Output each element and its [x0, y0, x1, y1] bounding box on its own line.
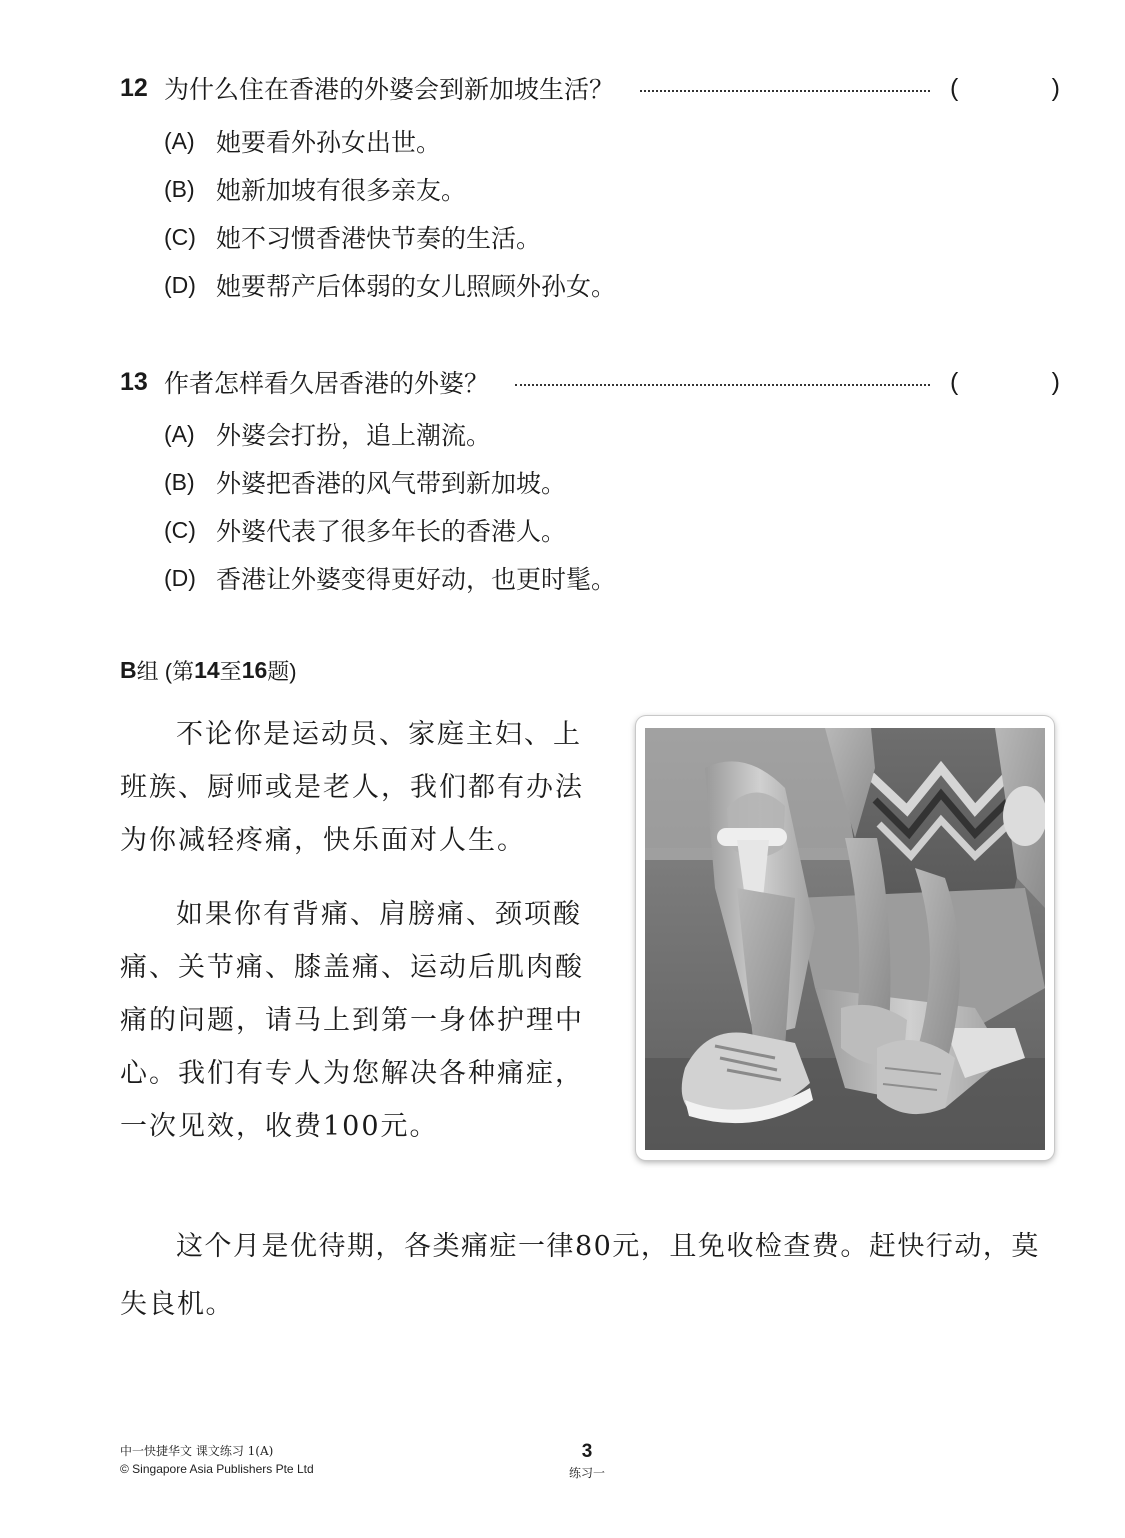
section-range-end: 题) — [267, 658, 297, 684]
passage-paragraph-2: 如果你有背痛、肩膀痛、颈项酸痛、关节痛、膝盖痛、运动后肌肉酸痛的问题，请马上到第一身体护理中心。我们有专人为您解决各种痛症，一次见效，收费100元。 — [120, 899, 584, 1142]
answer-paren-close: ) — [1051, 367, 1060, 396]
option-text: 外婆会打扮，追上潮流。 — [216, 421, 492, 450]
option-13-a — [164, 416, 491, 452]
section-range-to: 16 — [241, 656, 268, 683]
option-13-c — [164, 512, 566, 548]
section-group-letter: B — [120, 656, 137, 683]
option-letter: (A) — [164, 420, 195, 447]
chapter-label: 练习一 — [568, 1466, 605, 1480]
question-text: 作者怎样看久居香港的外婆？ — [164, 369, 490, 398]
answer-paren-open: ( — [950, 73, 959, 102]
option-letter: (A) — [164, 127, 195, 154]
answer-paren-open: ( — [950, 367, 959, 396]
question-13-header — [120, 362, 1060, 402]
footer-book-title: 中一快捷华文 课文练习 1(A) — [120, 1444, 274, 1458]
passage-paragraph-1: 不论你是运动员、家庭主妇、上班族、厨师或是老人，我们都有办法为你减轻疼痛，快乐面对人生。 — [120, 719, 584, 856]
section-group-suffix: 组 (第 — [136, 658, 195, 684]
option-letter: (D) — [164, 271, 196, 298]
section-range-mid: 至 — [219, 658, 242, 684]
answer-paren-close: ) — [1051, 73, 1060, 102]
option-letter: (D) — [164, 564, 196, 591]
knee-pain-photo-illustration — [645, 728, 1045, 1150]
footer-center — [537, 1440, 637, 1482]
option-text: 她新加坡有很多亲友。 — [216, 176, 467, 205]
athlete-knee-pain-photo — [636, 716, 1054, 1160]
passage-column — [120, 708, 610, 1174]
option-text: 她要看外孙女出世。 — [216, 128, 442, 157]
option-letter: (C) — [164, 223, 196, 250]
option-12-d — [164, 267, 616, 303]
question-12-header — [120, 68, 1060, 108]
passage-paragraph-3: 这个月是优待期，各类痛症一律80元，且免收检查费。赶快行动，莫失良机。 — [120, 1231, 1040, 1320]
option-text: 外婆代表了很多年长的香港人。 — [216, 517, 567, 546]
option-text: 她要帮产后体弱的女儿照顾外孙女。 — [216, 272, 617, 301]
option-12-a — [164, 123, 441, 159]
footer-left — [120, 1442, 314, 1478]
dotted-leader — [640, 90, 930, 92]
option-13-b — [164, 464, 566, 500]
option-text: 外婆把香港的风气带到新加坡。 — [216, 469, 567, 498]
option-letter: (C) — [164, 516, 196, 543]
section-heading — [120, 652, 297, 688]
option-text: 香港让外婆变得更好动，也更时髦。 — [216, 565, 617, 594]
answer-blank[interactable] — [950, 368, 1060, 397]
option-12-c — [164, 219, 541, 255]
question-text: 为什么住在香港的外婆会到新加坡生活？ — [164, 75, 615, 104]
option-letter: (B) — [164, 468, 195, 495]
option-12-b — [164, 171, 466, 207]
option-text: 她不习惯香港快节奏的生活。 — [216, 224, 542, 253]
section-range-from: 14 — [194, 656, 220, 683]
answer-blank[interactable] — [950, 74, 1060, 103]
footer-copyright: © Singapore Asia Publishers Pte Ltd — [120, 1462, 314, 1476]
option-letter: (B) — [164, 175, 195, 202]
question-number: 12 — [120, 73, 148, 102]
page-number: 3 — [581, 1441, 593, 1462]
question-number: 13 — [120, 367, 148, 396]
dotted-leader — [515, 384, 930, 386]
option-13-d — [164, 560, 616, 596]
